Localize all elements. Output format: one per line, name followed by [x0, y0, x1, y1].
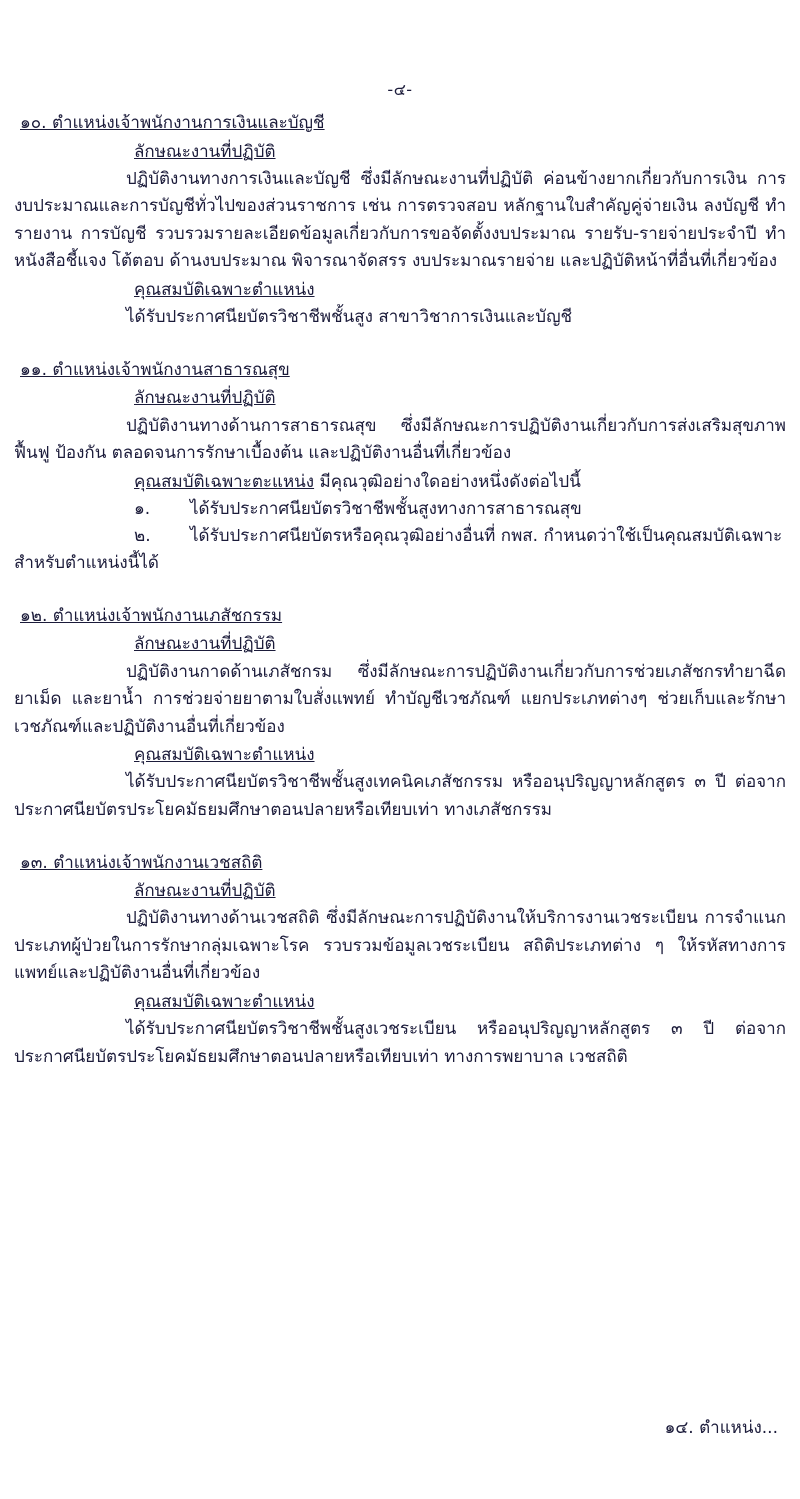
- footer-continuation-note: ๑๔. ตำแหน่ง...: [664, 1418, 778, 1438]
- qualification-label: คุณสมบัติเฉพาะตำแหน่ง: [134, 991, 315, 1012]
- section-11: [14, 358, 786, 578]
- list-item-continuation: สำหรับตำแหน่งนี้ได้: [14, 553, 159, 574]
- qualification-paragraph: ได้รับประกาศนียบัตรวิชาชีพชั้นสูงเทคนิคเภสัชกรรม หรืออนุปริญญาหลักสูตร ๓ ปี ต่อจากประกาศนียบัตรประโยคมัธยมศึกษาตอนปลายหรือเทียบเท่า ทางเภสัชกรรม: [14, 772, 786, 820]
- duty-paragraph: ปฏิบัติงานทางด้านเวชสถิติ ซึ่งมีลักษณะการปฏิบัติงานให้บริการงานเวชระเบียน การจำแนกประเภทผู้ป่วยในการรักษากลุ่มเฉพาะโรค รวบรวมข้อมูลเวชระเบียน สถิติประเภทต่าง ๆ ให้รหัสทางการแพทย์และปฏิบัติงานอื่นที่เกี่ยวข้อง: [14, 908, 786, 984]
- duty-paragraph: ปฏิบัติงานกาดด้านเภสัชกรม ซึ่งมีลักษณะการปฏิบัติงานเกี่ยวกับการช่วยเภสัชกรทำยาฉีด ยาเม็ด และยาน้ำ การช่วยจ่ายยาตามใบสั่งแพทย์ ทำบัญชีเวชภัณฑ์ แยกประเภทต่างๆ ช่วยเก็บและรักษาเวชภัณฑ์และปฏิบัติงานอื่นที่เกี่ยวข้อง: [14, 661, 786, 737]
- list-item-number: ๒.: [134, 526, 151, 547]
- duty-label: ลักษณะงานที่ปฏิบัติ: [134, 388, 276, 409]
- section-spacer: [14, 829, 786, 851]
- list-item: [14, 496, 786, 523]
- list-item-number: ๑.: [134, 499, 151, 520]
- document-body: [0, 111, 800, 1071]
- qualification-paragraph: ได้รับประกาศนียบัตรวิชาชีพชั้นสูงเวชระเบียน หรืออนุปริญญาหลักสูตร ๓ ปี ต่อจากประกาศนียบัตรประโยคมัธยมศึกษาตอนปลายหรือเทียบเท่า ทางการพยาบาล เวชสถิติ: [14, 1019, 786, 1067]
- duty-paragraph: ปฏิบัติงานทางด้านการสาธารณสุข ซึ่งมีลักษณะการปฏิบัติงานเกี่ยวกับการส่งเสริมสุขภาพ ฟื้นฟู ป้องกัน ตลอดจนการรักษาเบื้องต้น และปฏิบัติงานอื่นที่เกี่ยวข้อง: [14, 415, 786, 464]
- qualification-label: คุณสมบัติเฉพาะตำแหน่ง: [134, 279, 315, 300]
- list-item-text: ได้รับประกาศนียบัตรวิชาชีพชั้นสูงทางการสาธารณสุข: [190, 499, 582, 520]
- duty-label: ลักษณะงานที่ปฏิบัติ: [134, 881, 276, 901]
- page-number: -๔-: [387, 80, 413, 99]
- document-page: [0, 78, 800, 1499]
- qualification-label-row: [14, 469, 786, 495]
- section-spacer: [14, 336, 786, 358]
- section-10: [14, 111, 786, 332]
- qualification-label: คุณสมบัติเฉพาะตำแหน่ง: [134, 745, 315, 766]
- section-spacer: [14, 582, 786, 604]
- section-13: [14, 851, 786, 1072]
- qualification-suffix: มีคุณวุฒิอย่างใดอย่างหนึ่งดังต่อไปนี้: [319, 471, 581, 492]
- list-item: [14, 523, 786, 550]
- section-heading: ๑๓. ตำแหน่งเจ้าพนักงานเวชสถิติ: [20, 852, 263, 873]
- duty-label: ลักษณะงานที่ปฏิบัติ: [134, 141, 276, 162]
- duty-paragraph: ปฏิบัติงานทางการเงินและบัญชี ซึ่งมีลักษณะงานที่ปฏิบัติ ค่อนข้างยากเกี่ยวกับการเงิน การงบประมาณและการบัญชีทั่วไปของส่วนราชการ เช่น การตรวจสอบ หลักฐานใบสำคัญคู่จ่ายเงิน ลงบัญชี ทำรายงาน การบัญชี รวบรวมรายละเอียดข้อมูลเกี่ยวกับการขอจัดตั้งงบประมาณ รายรับ-รายจ่ายประจำปี ทำหนังสือชี้แจง โต้ตอบ ด้านงบประมาณ พิจารณาจัดสรร งบประมาณรายจ่าย และปฏิบัติหน้าที่อื่นที่เกี่ยวข้อง: [14, 168, 786, 272]
- section-heading: ๑๐. ตำแหน่งเจ้าพนักงานการเงินและบัญชี: [20, 113, 325, 133]
- qualification-paragraph: ได้รับประกาศนียบัตรวิชาชีพชั้นสูง สาขาวิชาการเงินและบัญชี: [126, 307, 573, 328]
- list-item-text: ได้รับประกาศนียบัตรหรือคุณวุฒิอย่างอื่นที่ กพส. กำหนดว่าใช้เป็นคุณสมบัติเฉพาะ: [190, 526, 783, 547]
- duty-label: ลักษณะงานที่ปฏิบัติ: [134, 634, 276, 655]
- section-12: [14, 604, 786, 825]
- section-heading: ๑๑. ตำแหน่งเจ้าพนักงานสาธารณสุข: [20, 359, 290, 380]
- section-heading: ๑๒. ตำแหน่งเจ้าพนักงานเภสัชกรรม: [20, 605, 283, 626]
- qualification-label: คุณสมบัติเฉพาะตะแหน่ง: [134, 471, 315, 492]
